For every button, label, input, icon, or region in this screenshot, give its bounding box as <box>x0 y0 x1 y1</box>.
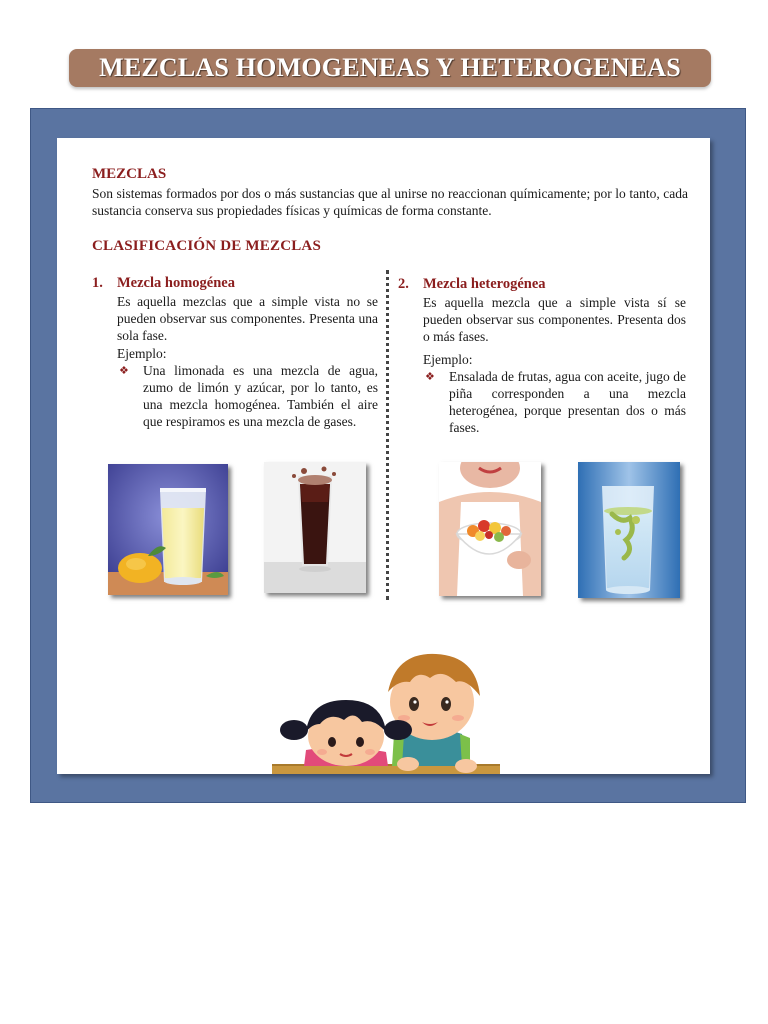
diamond-bullet-icon: ❖ <box>425 370 435 383</box>
fruit-salad-photo <box>439 462 541 596</box>
water-oil-photo <box>578 462 680 598</box>
column-divider <box>386 270 389 600</box>
mezclas-definition: Son sistemas formados por dos o más sustancias que al unirse no reaccionan químicamente; por lo tanto, cada sustancia conserva sus propiedades físicas y químicas de forma constante. <box>92 186 688 218</box>
lemonade-photo <box>108 464 228 595</box>
homogenea-example-text: Una limonada es una mezcla de agua, zumo de limón y azúcar, por lo tanto, es una mezcla homogénea. También el aire que respiramos es una mezcla de gases. <box>143 363 378 429</box>
page-title: MEZCLAS HOMOGENEAS Y HETEROGENEAS <box>99 53 681 82</box>
cola-photo <box>264 462 366 593</box>
homogenea-definition: Es aquella mezclas que a simple vista no se pueden observar sus componentes. Presenta una sola fase. <box>117 294 378 343</box>
homogenea-number: 1. <box>92 275 103 291</box>
homogenea-title: Mezcla homogénea <box>117 275 235 291</box>
homogenea-example-label: Ejemplo: <box>117 346 167 361</box>
mezclas-heading: MEZCLAS <box>92 166 167 182</box>
heterogenea-title: Mezcla heterogénea <box>423 276 546 292</box>
heterogenea-number: 2. <box>398 276 409 292</box>
title-banner <box>69 49 711 87</box>
kids-illustration <box>270 642 505 776</box>
heterogenea-example-text: Ensalada de frutas, agua con aceite, jugo de piña corresponden a una mezcla heterogénea, porque presentan dos o más fases. <box>449 369 686 435</box>
heterogenea-example-label: Ejemplo: <box>423 352 473 367</box>
heterogenea-definition: Es aquella mezcla que a simple vista sí se pueden observar sus componentes. Presenta dos o más fases. <box>423 295 686 344</box>
diamond-bullet-icon: ❖ <box>119 364 129 377</box>
clasificacion-heading: CLASIFICACIÓN DE MEZCLAS <box>92 238 322 254</box>
